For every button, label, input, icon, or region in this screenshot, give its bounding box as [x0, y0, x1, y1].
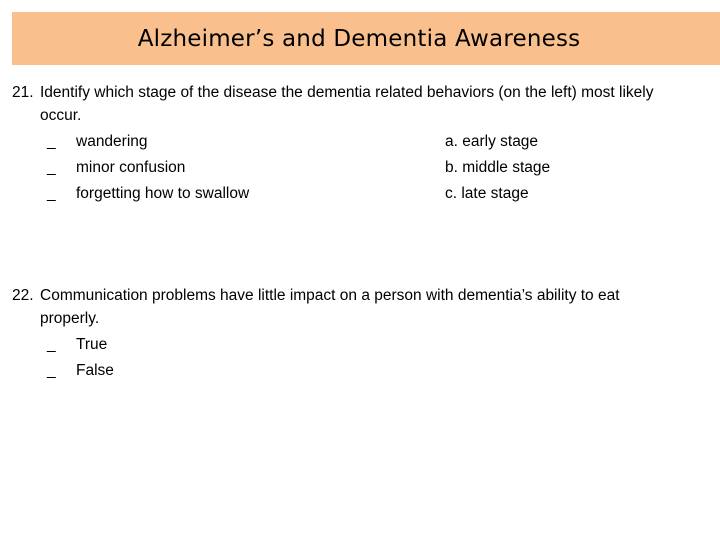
question-number: 22. — [12, 287, 34, 304]
behavior-item: wandering — [76, 133, 148, 150]
behavior-item: forgetting how to swallow — [76, 185, 250, 202]
question-text-continued: properly. — [40, 310, 100, 327]
question-number: 21. — [12, 84, 34, 101]
behavior-item: minor confusion — [76, 159, 186, 176]
question-text: Identify which stage of the disease the dementia related behaviors (on the left) most likely — [40, 84, 654, 101]
question-text-continued: occur. — [40, 107, 82, 124]
stage-option: a. early stage — [445, 133, 539, 150]
matching-row — [12, 129, 712, 155]
page-title: Alzheimer’s and Dementia Awareness — [137, 25, 581, 52]
question-text: Communication problems have little impact on a person with dementia’s ability to eat — [40, 287, 620, 304]
stage-option: b. middle stage — [445, 159, 551, 176]
stage-option: c. late stage — [445, 185, 529, 202]
question-21 — [12, 81, 712, 207]
answer-blank[interactable]: _ — [47, 133, 56, 150]
answer-blank[interactable]: _ — [47, 362, 56, 379]
true-false-option — [12, 332, 712, 358]
option-true-label: True — [76, 336, 108, 353]
true-false-option — [12, 358, 712, 384]
answer-blank[interactable]: _ — [47, 336, 56, 353]
matching-row — [12, 155, 712, 181]
answer-blank[interactable]: _ — [47, 185, 56, 202]
answer-blank[interactable]: _ — [47, 159, 56, 176]
matching-row — [12, 181, 712, 207]
title-banner — [12, 12, 720, 65]
option-false-label: False — [76, 362, 114, 379]
question-22 — [12, 284, 712, 384]
